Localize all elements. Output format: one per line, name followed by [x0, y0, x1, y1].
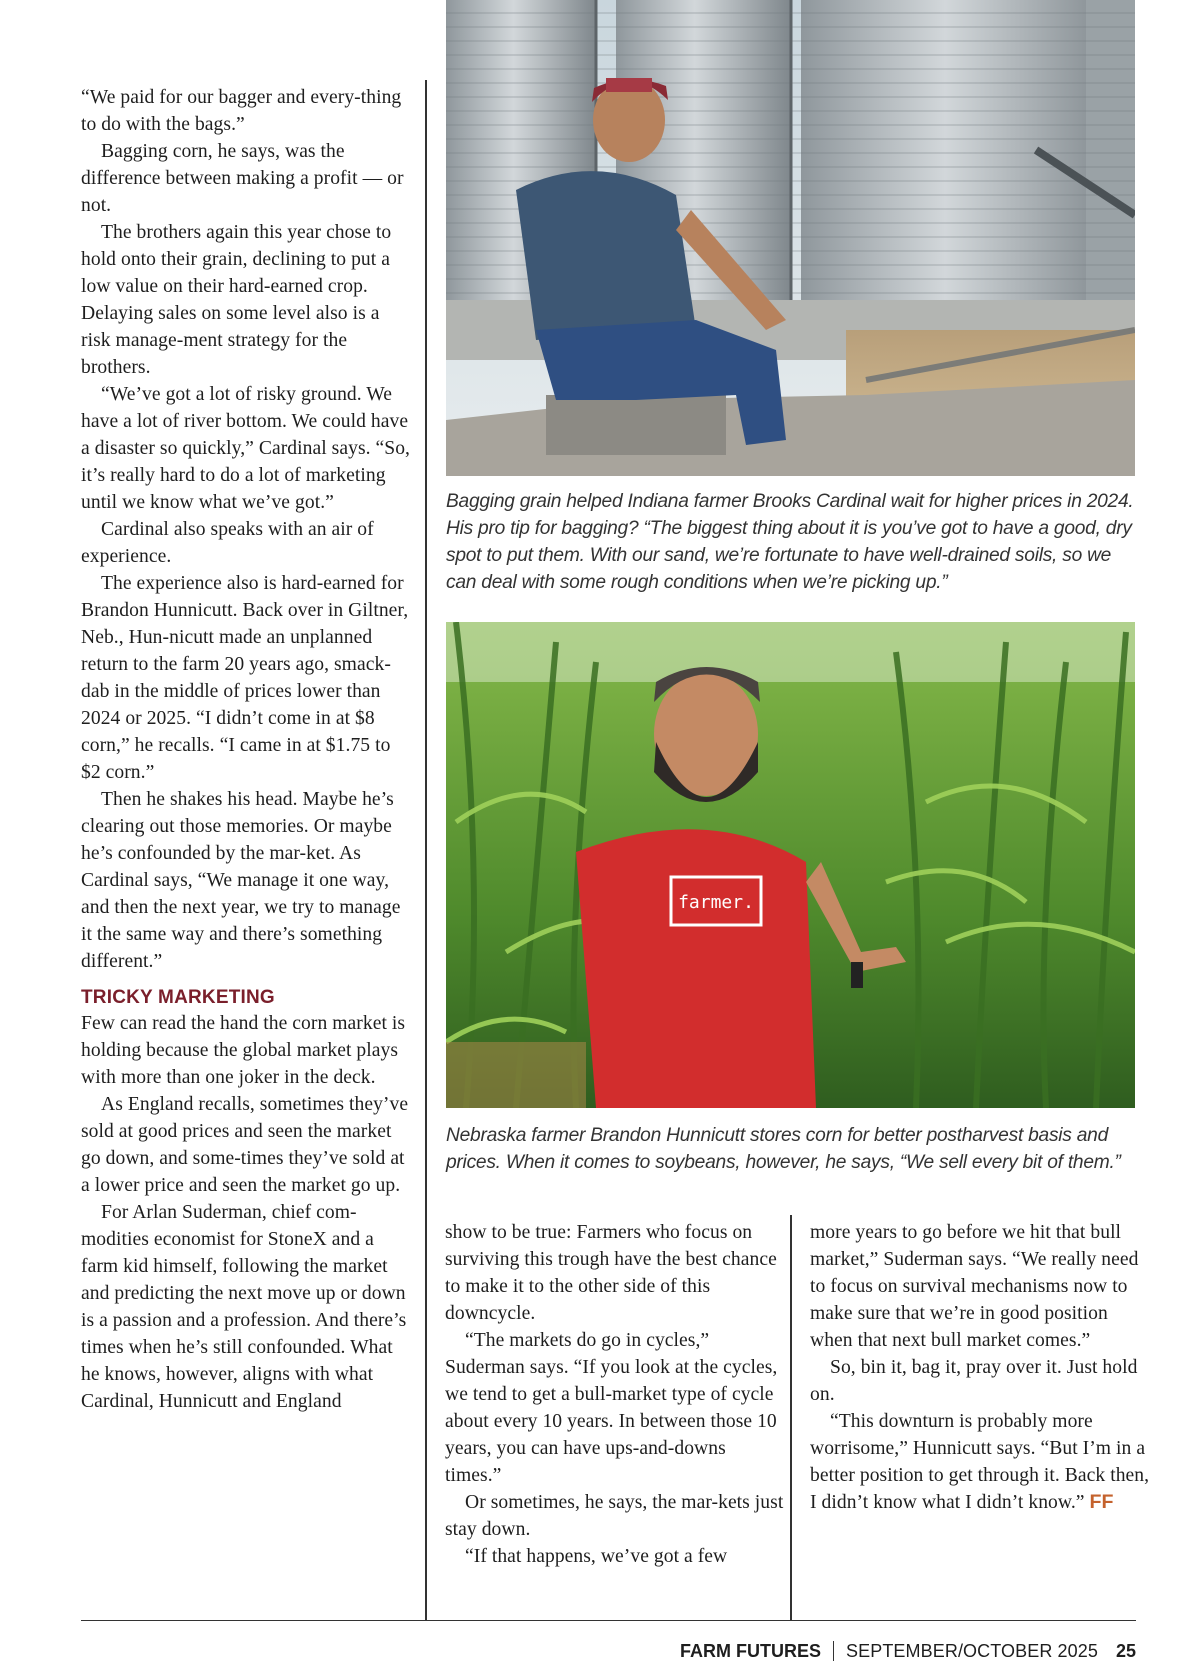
- issue-date: SEPTEMBER/OCTOBER 2025: [846, 1641, 1098, 1661]
- article-column-middle: [445, 1219, 785, 1570]
- paragraph: Then he shakes his head. Maybe he’s clearing out those memories. Or maybe he’s confounded by the mar-ket. As Cardinal says, “We manage it one way, and then the next year, we try to manage it the same way and there’s something different.”: [81, 789, 401, 972]
- paragraph: The brothers again this year chose to hold onto their grain, declining to put a low value on their hard-earned crop. Delaying sales on some level also is a risk manage-ment strategy for the brothers.: [81, 222, 392, 378]
- paragraph: show to be true: Farmers who focus on surviving this trough have the best chance to make it to the other side of this downcycle.: [445, 1222, 777, 1324]
- section-subhead: TRICKY MARKETING: [81, 987, 275, 1008]
- paragraph: As England recalls, sometimes they’ve sold at good prices and seen the market go down, and some-times they’ve sold at a lower price and seen the market go up.: [81, 1094, 409, 1196]
- paragraph: The experience also is hard-earned for Brandon Hunnicutt. Back over in Giltner, Neb., Hun-nicutt made an unplanned return to the farm 20 years ago, smack-dab in the middle of prices lower than 2024 or 2025. “I didn’t come in at $8 corn,” he recalls. “I came in at $1.75 to $2 corn.”: [81, 573, 409, 783]
- paragraph: For Arlan Suderman, chief com-modities economist for StoneX and a farm kid himself, following the market and predicting the next move up or down is a passion and a profession. And there’s times when he’s still confounded. What he knows, however, aligns with what Cardinal, Hunnicutt and England: [81, 1202, 407, 1412]
- paragraph: more years to go before we hit that bull market,” Suderman says. “We really need to focus on survival mechanisms now to make sure that we’re in good position when that next bull market comes.”: [810, 1222, 1139, 1351]
- footer-divider: [833, 1641, 834, 1661]
- photo-caption: Bagging grain helped Indiana farmer Brooks Cardinal wait for higher prices in 2024. His pro tip for bagging? “The biggest thing about it is you’ve got to have a good, dry spot to put them. With our sand, we’re fortunate to have well-drained soils, so we can deal with some rough conditions when we’re picking up.”: [446, 491, 1134, 593]
- page-number: 25: [1115, 1641, 1136, 1661]
- paragraph: Cardinal also speaks with an air of experience.: [81, 519, 374, 567]
- magazine-name: FARM FUTURES: [680, 1641, 822, 1661]
- paragraph: So, bin it, bag it, pray over it. Just hold on.: [810, 1357, 1138, 1405]
- paragraph: “The markets do go in cycles,” Suderman says. “If you look at the cycles, we tend to get a bull-market type of cycle about every 10 years. In between those 10 years, you can have ups-and-downs times.”: [445, 1330, 778, 1486]
- page-footer: [680, 1640, 1136, 1662]
- photo-grain-bins-farmer: [446, 0, 1135, 476]
- column-rule-left: [425, 80, 427, 1620]
- paragraph: “If that happens, we’ve got a few: [465, 1546, 728, 1567]
- footer-rule: [81, 1620, 1136, 1621]
- article-column-right: [810, 1219, 1155, 1516]
- paragraph: “We paid for our bagger and every-thing to do with the bags.”: [81, 87, 402, 135]
- paragraph: “We’ve got a lot of risky ground. We have a lot of river bottom. We could have a disaster so quickly,” Cardinal says. “So, it’s really hard to do a lot of marketing until we know what we’ve got.”: [81, 384, 411, 513]
- photo-cornfield-farmer: [446, 622, 1135, 1108]
- shirt-text: farmer.: [678, 892, 754, 913]
- photo-caption: Nebraska farmer Brandon Hunnicutt stores corn for better postharvest basis and prices. When it comes to soybeans, however, he says, “We sell every bit of them.”: [446, 1125, 1121, 1173]
- paragraph: Or sometimes, he says, the mar-kets just stay down.: [445, 1492, 784, 1540]
- column-rule-middle: [790, 1215, 792, 1620]
- paragraph: Few can read the hand the corn market is holding because the global market plays with more than one joker in the deck.: [81, 1013, 406, 1088]
- article-column-left: [81, 84, 411, 1415]
- end-mark: FF: [1089, 1491, 1114, 1513]
- paragraph-text: “This downturn is probably more worrisome,” Hunnicutt says. “But I’m in a better position to get through it. Back then, I didn’t know what I didn’t know.”: [810, 1411, 1150, 1513]
- paragraph: [810, 1408, 1155, 1516]
- paragraph: Bagging corn, he says, was the difference between making a profit — or not.: [81, 141, 404, 216]
